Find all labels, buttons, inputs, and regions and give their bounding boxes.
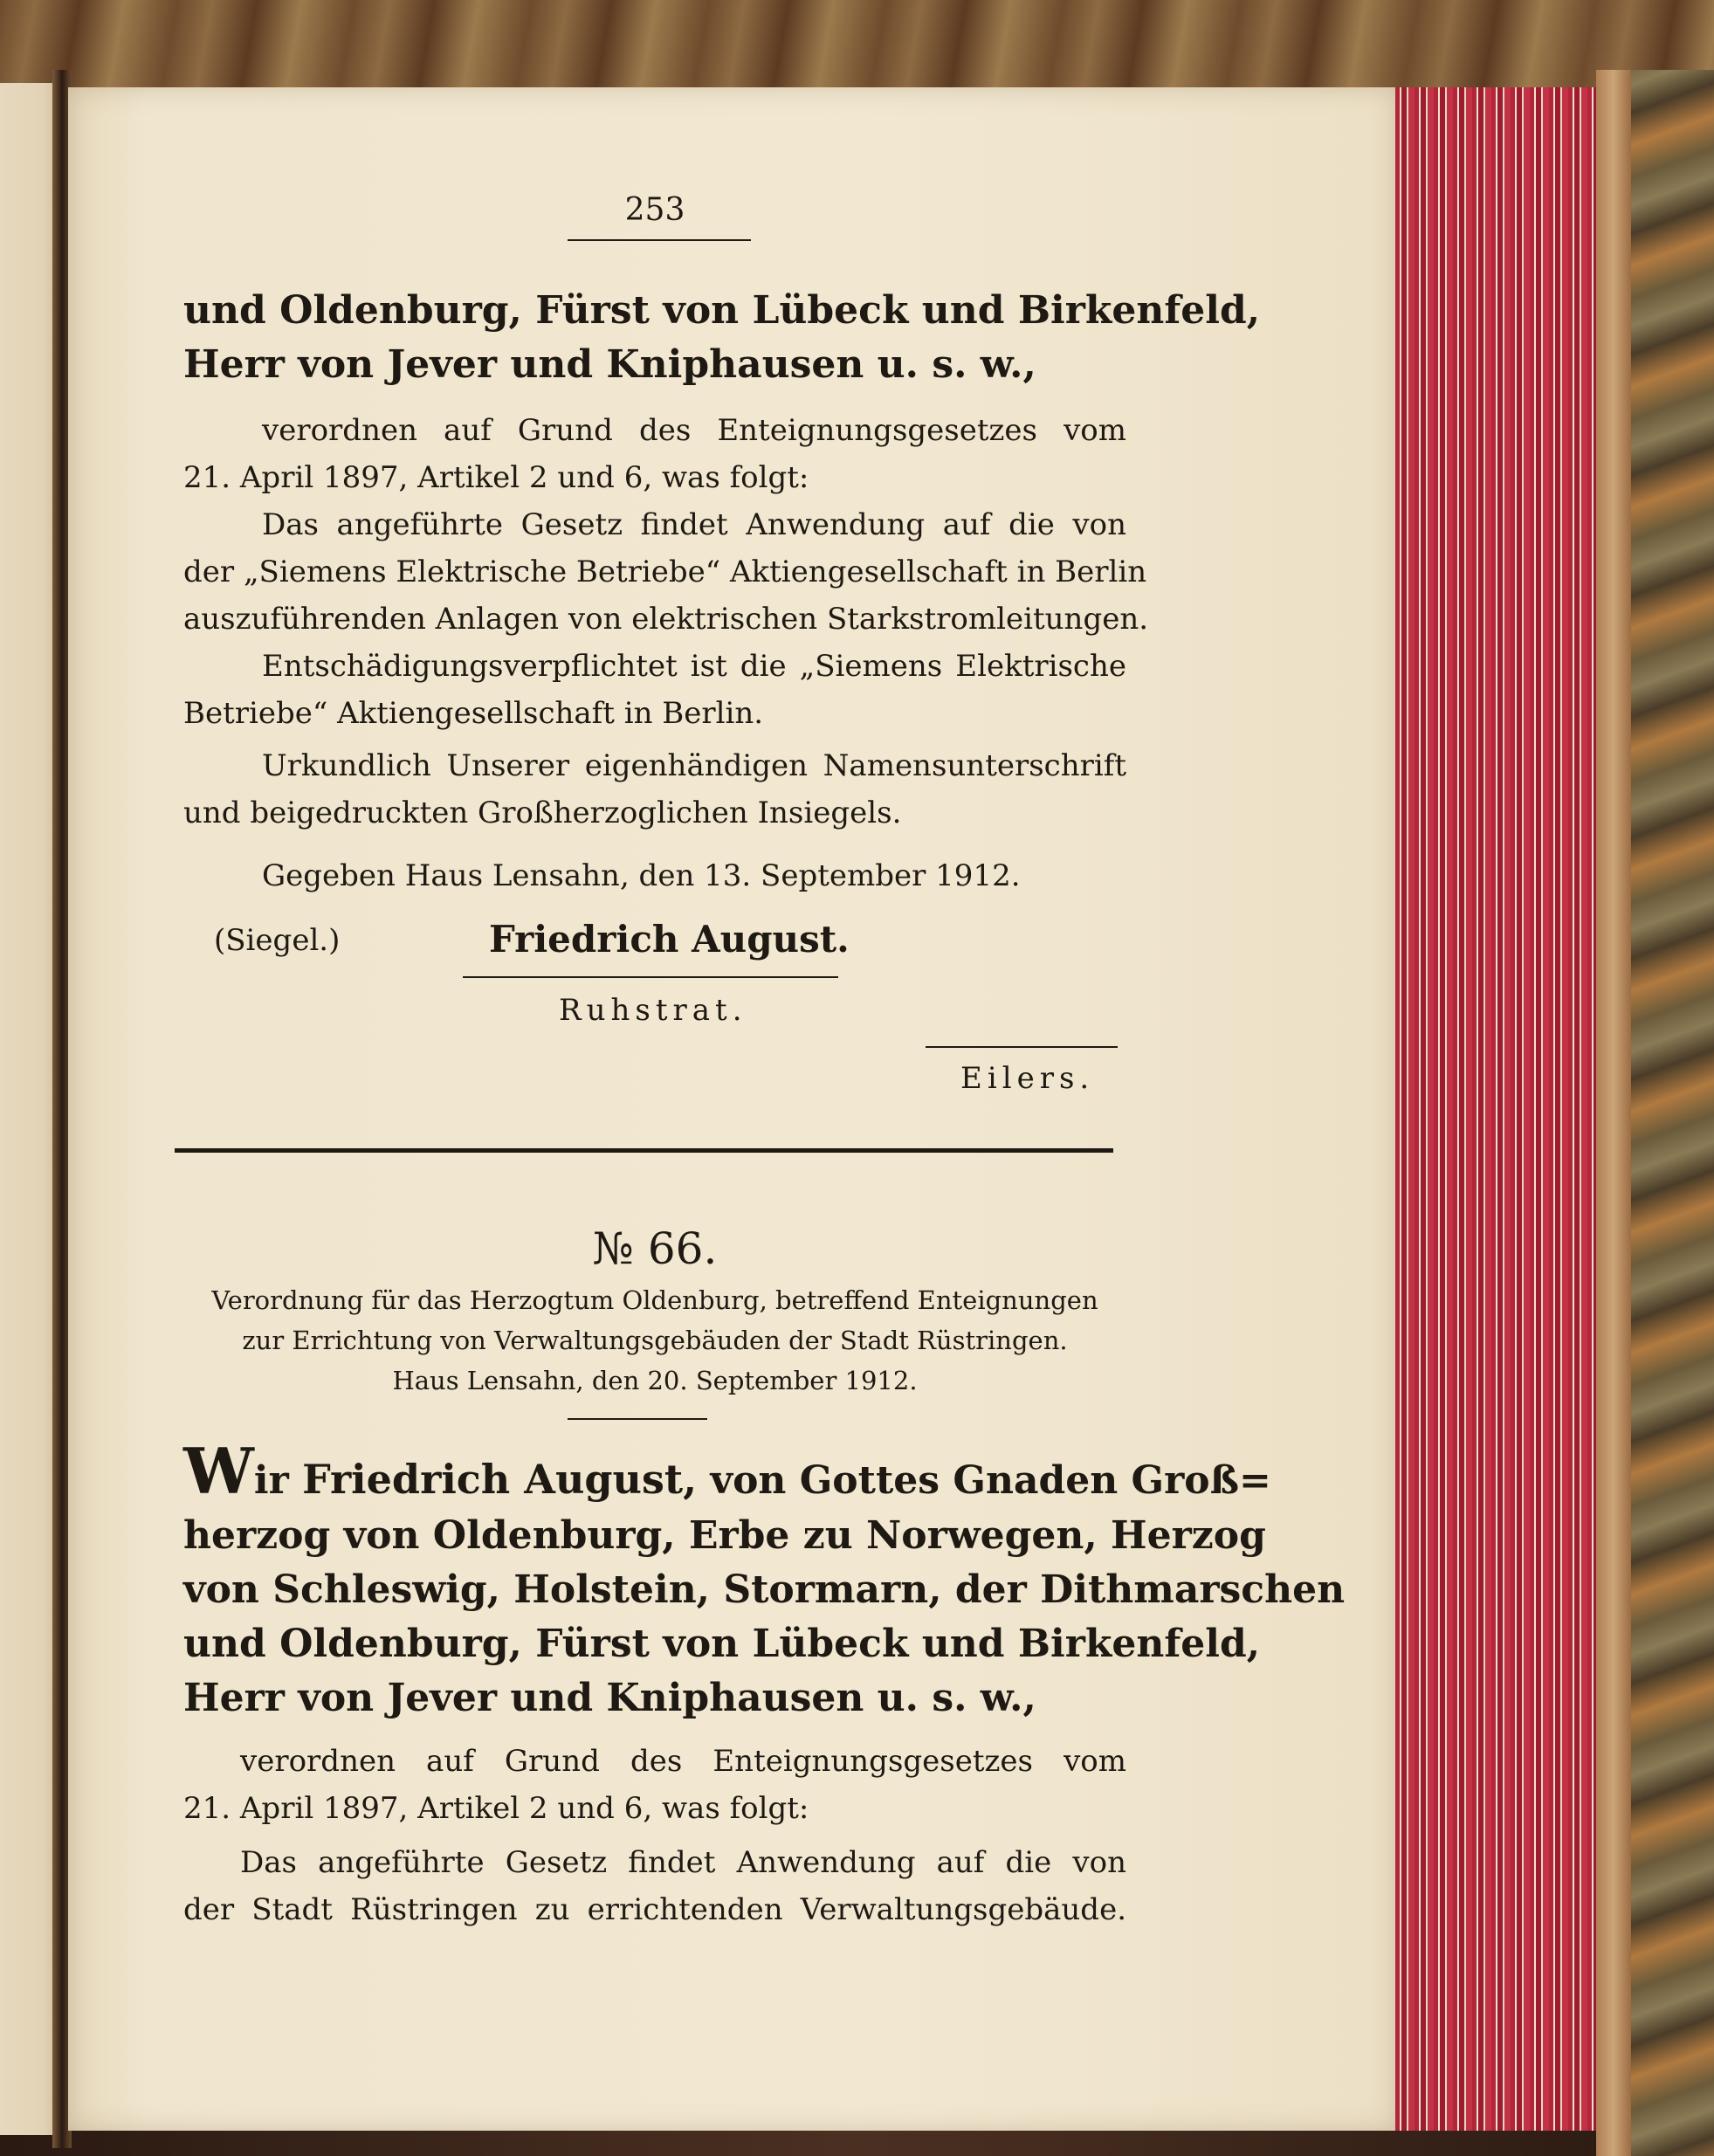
countersignature-rule [926, 1046, 1118, 1048]
top-binding [0, 0, 1714, 96]
paragraph-line: auszuführenden Anlagen von elektrischen Starkstromleitungen. [183, 602, 1149, 637]
ordinance-title-line: zur Errichtung von Verwaltungsgebäuden der Stadt Rüstringen. [242, 1326, 1068, 1355]
page-number-rule [568, 239, 751, 241]
preamble-line: von Schleswig, Holstein, Stormarn, der Dithmarschen [183, 1567, 1346, 1612]
preamble-first-line [183, 1434, 1271, 1508]
given-line: Gegeben Haus Lensahn, den 13. September 1912. [262, 858, 1021, 893]
paragraph-line: Das angeführte Gesetz findet Anwendung auf die von [240, 1845, 1126, 1880]
paragraph-line: der Stadt Rüstringen zu errichtenden Verwaltungsgebäude. [183, 1892, 1126, 1927]
ordain-line: 21. April 1897, Artikel 2 und 6, was folgt: [183, 1791, 809, 1826]
countersignature: Eilers. [960, 1061, 1095, 1096]
cover-spine-band [1596, 70, 1631, 2156]
countersignature: Ruhstrat. [559, 993, 747, 1028]
ordain-line: 21. April 1897, Artikel 2 und 6, was folgt: [183, 460, 809, 495]
preamble-line: und Oldenburg, Fürst von Lübeck und Birkenfeld, [183, 1622, 1261, 1666]
ordain-line: verordnen auf Grund des Enteignungsgesetzes vom [262, 413, 1126, 448]
page-edges [1395, 87, 1596, 2131]
ordinance-number: № 66. [592, 1223, 718, 1274]
section-separator [175, 1148, 1113, 1153]
seal: (Siegel.) [214, 923, 341, 958]
signature-rule [463, 976, 838, 978]
preamble-word: ir [253, 1458, 289, 1503]
preamble-tail: von Gottes Gnaden Groß= [710, 1458, 1271, 1503]
paragraph-line: der „Siemens Elektrische Betriebe“ Aktiengesellschaft in Berlin [183, 554, 1147, 589]
sovereign-name: Friedrich August, [302, 1456, 698, 1503]
preamble-line: herzog von Oldenburg, Erbe zu Norwegen, Herzog [183, 1513, 1266, 1558]
ordain-line: verordnen auf Grund des Enteignungsgesetzes vom [240, 1744, 1126, 1779]
paragraph-line: Entschädigungsverpflichtet ist die „Siemens Elektrische [262, 649, 1126, 684]
continuation-line: und Oldenburg, Fürst von Lübeck und Birkenfeld, [183, 288, 1261, 333]
paragraph-line: Das angeführte Gesetz findet Anwendung auf die von [262, 507, 1126, 542]
signature: Friedrich August. [489, 918, 850, 961]
ordinance-title-line: Haus Lensahn, den 20. September 1912. [392, 1366, 918, 1395]
title-rule [568, 1418, 707, 1420]
paragraph-line: und beigedruckten Großherzoglichen Insiegels. [183, 796, 902, 830]
continuation-line: Herr von Jever und Kniphausen u. s. w., [183, 342, 1036, 387]
paragraph-line: Urkundlich Unserer eigenhändigen Namensunterschrift [262, 748, 1126, 783]
initial-letter: W [183, 1434, 254, 1508]
preamble-line: Herr von Jever und Kniphausen u. s. w., [183, 1676, 1036, 1720]
paragraph-line: Betriebe“ Aktiengesellschaft in Berlin. [183, 696, 764, 731]
ordinance-title-line: Verordnung für das Herzogtum Oldenburg, betreffend Enteignungen [211, 1285, 1098, 1315]
page-number: 253 [624, 192, 685, 228]
